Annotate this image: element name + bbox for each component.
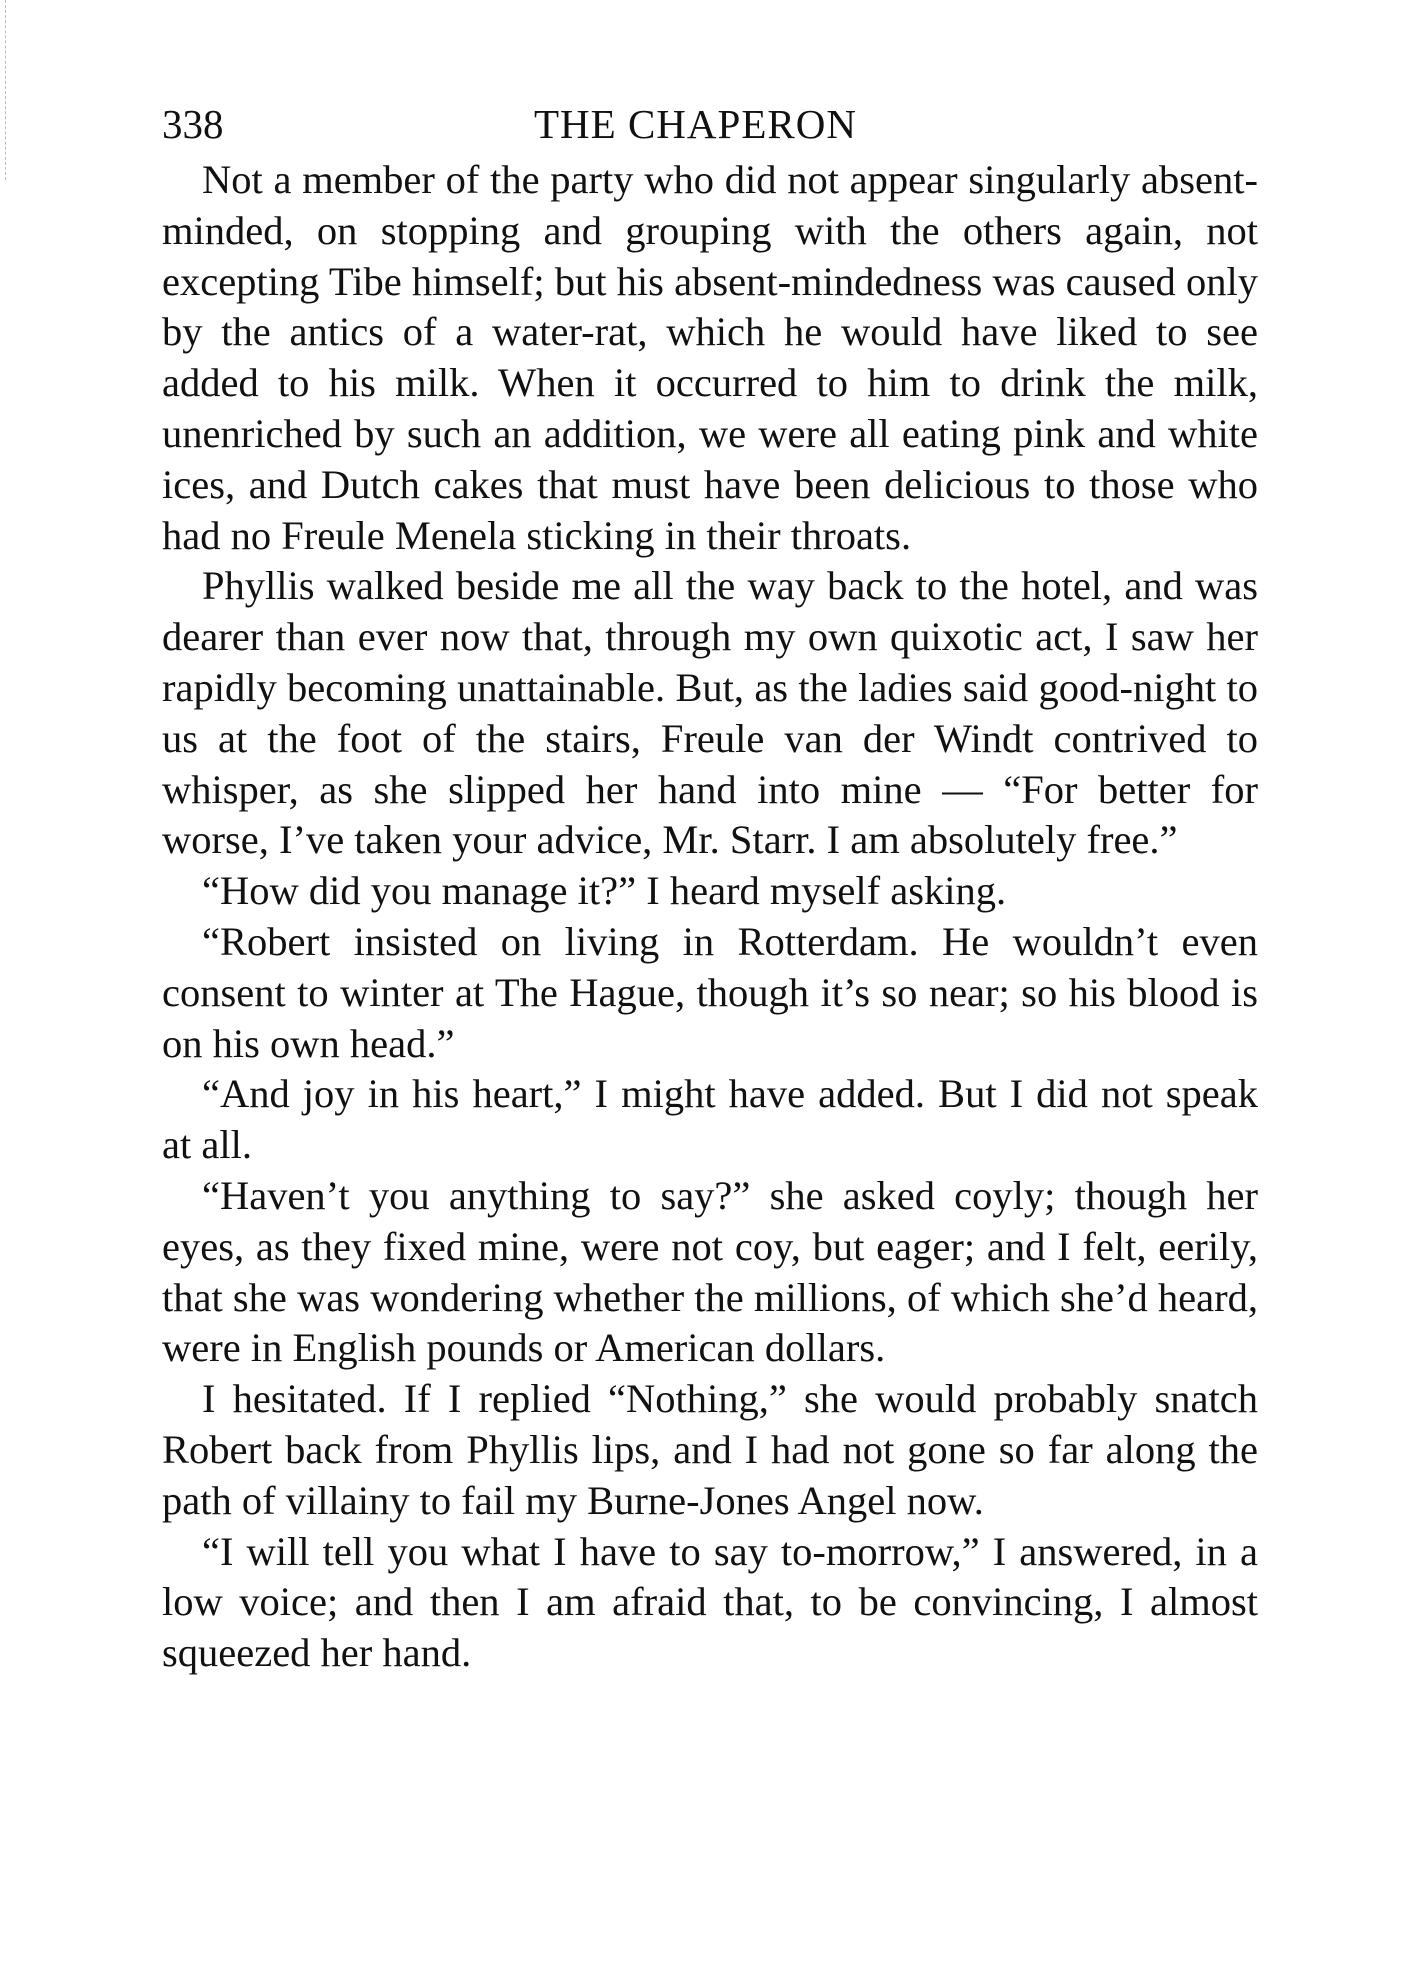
page-header	[162, 100, 1262, 160]
scan-edge-mark	[5, 0, 7, 180]
paragraph-2: Phyllis walked beside me all the way back to the hotel, and was dearer than ever now that, through my own quixotic act, I saw her rapidly becoming unattainable. But, as the ladies said good-night to us at the foot of the stairs, Freule van der Windt contrived to whisper, as she slipped her hand into mine — “For better for worse, I’ve taken your advice, Mr. Starr. I am absolutely free.”	[162, 563, 1258, 863]
page-number: 338	[162, 101, 224, 147]
paragraph-8: “I will tell you what I have to say to-morrow,” I answered, in a low voice; and then I am afraid that, to be convincing, I almost squeezed her hand.	[162, 1528, 1258, 1676]
paragraph-3: “How did you manage it?” I heard myself asking.	[202, 868, 1007, 914]
running-title: THE CHAPERON	[534, 101, 857, 147]
body-text	[162, 155, 1258, 1679]
paragraph-6: “Haven’t you anything to say?” she asked coyly; though her eyes, as they fixed mine, were not coy, but eager; and I felt, eerily, that she was wondering whether the millions, of which she’d heard, were in English pounds or American dollars.	[162, 1172, 1258, 1371]
paragraph-5: “And joy in his heart,” I might have added. But I did not speak at all.	[162, 1071, 1258, 1168]
paragraph-4: “Robert insisted on living in Rotterdam. He wouldn’t even consent to winter at The Hague, though it’s so near; so his blood is on his own head.”	[162, 918, 1258, 1066]
paragraph-7: I hesitated. If I replied “Nothing,” she would probably snatch Robert back from Phyllis lips, and I had not gone so far along the path of villainy to fail my Burne-Jones Angel now.	[162, 1376, 1258, 1523]
paragraph-1: Not a member of the party who did not appear singularly absent-minded, on stopping and grouping with the others again, not excepting Tibe himself; but his absent-mindedness was caused only by the antics of a water-rat, which he would have liked to see added to his milk. When it occurred to him to drink the milk, unenriched by such an addition, we were all eating pink and white ices, and Dutch cakes that must have been delicious to those who had no Freule Menela sticking in their throats.	[162, 157, 1258, 558]
